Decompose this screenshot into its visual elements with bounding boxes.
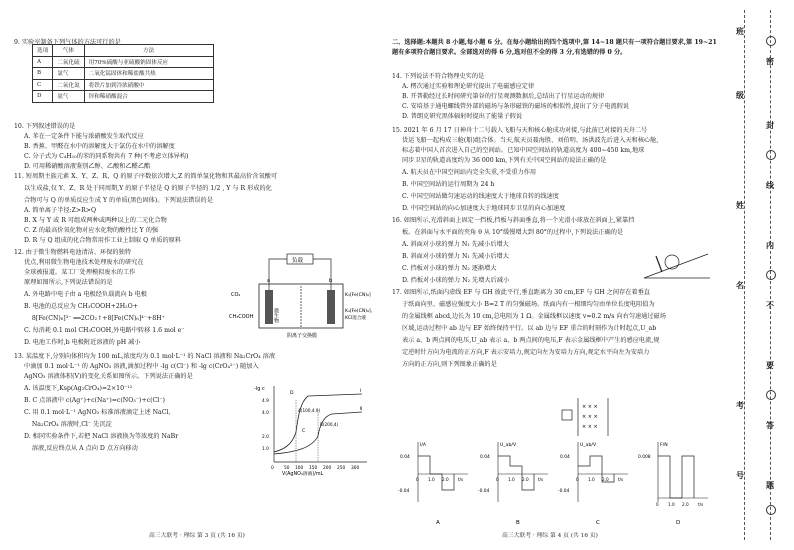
table-cell: 氯气 bbox=[53, 68, 84, 80]
svg-text:U_ab/V: U_ab/V bbox=[580, 443, 597, 448]
table-cell: 二氧化硫 bbox=[53, 56, 84, 68]
svg-text:0: 0 bbox=[271, 466, 274, 471]
seal-label: 名 bbox=[736, 280, 744, 290]
svg-text:0.04: 0.04 bbox=[400, 455, 410, 460]
svg-text:150: 150 bbox=[309, 466, 318, 471]
q13-line: 13. 某温度下,分别向体积均为 100 mL,浓度均为 0.1 mol·L⁻¹ 的 NaCl 溶液和 Na₂CrO₄ 溶液 bbox=[14, 353, 276, 360]
q15-option: A. 航天员在中国空间站内完全失重,不受重力作用 bbox=[402, 169, 537, 176]
q16-option: B. 斜面对小球的弹力 N₁ 先减小后增大 bbox=[402, 253, 509, 260]
table-cell: 将铁片加到冷浓硝酸中 bbox=[84, 79, 213, 91]
svg-text:0: 0 bbox=[416, 477, 419, 482]
seal-label: 班 bbox=[736, 26, 744, 36]
svg-text:B(200,4): B(200,4) bbox=[320, 422, 339, 427]
seal-label: 密 bbox=[766, 56, 774, 66]
svg-text:× × ×: × × × bbox=[582, 424, 598, 430]
q14-stem: 14. 下列说法不符合物理史实的是 bbox=[392, 73, 485, 80]
magnetic-field-diagram bbox=[560, 396, 620, 438]
q17-line: 区域,运动过程中 ab 边与 EF 始终保持平行。以 ab 边与 EF 重合的时刻作为计时起点,U_ab bbox=[402, 325, 657, 332]
table-cell: 用70%硫酸与亚硫酸钠固体反应 bbox=[84, 56, 213, 68]
table-header: 选项 bbox=[33, 45, 53, 57]
svg-text:C: C bbox=[596, 520, 600, 526]
q17-line: 的金属线框 abcd,边长为 10 cm,总电阻为 1 Ω。金属线框以速度 v=0.2 m/s 向右匀速通过磁场 bbox=[402, 313, 666, 320]
svg-text:-0.04: -0.04 bbox=[558, 489, 570, 494]
svg-text:0: 0 bbox=[656, 502, 659, 507]
svg-text:2.0: 2.0 bbox=[442, 477, 449, 482]
q15-option: D. 中国空间站的向心加速度大于地球同步卫星的向心加速度 bbox=[402, 205, 566, 212]
page-footer: 高三大联考 · 理综 第 4 页 (共 16 页) bbox=[502, 533, 598, 539]
q13-option: D. 相同实验条件下,若把 NaCl 溶液换为等浓度的 NaBr bbox=[24, 433, 179, 440]
svg-text:A(100,4.9): A(100,4.9) bbox=[298, 408, 321, 413]
q13-option: 溶液,反应终点从 A 点向 D 点方向移动 bbox=[24, 445, 138, 452]
q11-line: 以生成盐,仅 Y、Z、R 处于同周期,Y 的原子半径是 Q 的原子半径的 1/2 , Y 与 R 形成的化 bbox=[24, 185, 272, 192]
q12-option: 8[Fe(CN)₆]³⁻ ══2CO₂↑+8[Fe(CN)₆]⁴⁻+8H⁺ bbox=[24, 315, 165, 322]
svg-text:D: D bbox=[676, 520, 681, 526]
q13-line: 中滴加 0.1 mol·L⁻¹ 的 AgNO₃ 溶液,滴加过程中 -lg c(Cl⁻) 和 -lg c(CrO₄²⁻) 随加入 bbox=[24, 363, 259, 370]
q10-option: A. 苯在一定条件下能与浓硝酸发生取代反应 bbox=[24, 133, 144, 140]
svg-text:D: D bbox=[290, 391, 294, 396]
svg-text:-0.04: -0.04 bbox=[398, 489, 410, 494]
q10-option: D. 可用稀硝酸溶液鉴别乙醇、乙酸和乙醛乙酯 bbox=[24, 163, 151, 170]
svg-text:1.0: 1.0 bbox=[428, 477, 435, 482]
q11-stem: 11. 短周期主族元素 X、Y、Z、R、Q 的原子序数依次增大,Z 的简单氢化物和其最高价含氧酸可 bbox=[14, 173, 278, 180]
svg-text:300: 300 bbox=[351, 466, 360, 471]
svg-text:4.0: 4.0 bbox=[262, 411, 269, 416]
table-header: 方法 bbox=[84, 45, 213, 57]
svg-text:CO₂: CO₂ bbox=[231, 292, 241, 298]
page-footer: 高三大联考 · 理综 第 3 页 (共 16 页) bbox=[149, 533, 245, 539]
svg-text:× × ×: × × × bbox=[582, 414, 598, 420]
q15-line: 标志着中国人首次进入自己的空间站。已知中国空间站的轨道高度为 400~450 km,地球 bbox=[402, 147, 645, 154]
q12-line: 优点,利用微生物电池技术处理废水的研究在 bbox=[24, 259, 144, 266]
q17-line: 表示 a、b 两点间的电压,U_ab 表示 a、b 两点间的电压,F 表示金属线框中产生的感应电流,规 bbox=[402, 337, 660, 344]
q11-option: B. X 与 Y 或 R 可组成两种或两种以上的二元化合物 bbox=[24, 217, 167, 224]
svg-text:× × ×: × × × bbox=[582, 404, 598, 410]
q11-option: A. 简单离子半径:Z>R>Q bbox=[24, 207, 97, 214]
q11-option: D. R 与 Q 组成的化合物常用作工业上制取 Q 单质的原料 bbox=[24, 237, 182, 244]
q17-line: 方向的正方向,则下列图象正确的是 bbox=[402, 361, 497, 368]
svg-text:F/N: F/N bbox=[660, 443, 668, 448]
q13-option: B. C 点溶液中 c(Ag⁺)+c(Na⁺)=c(NO₃⁻)+c(Cl⁻) bbox=[24, 397, 165, 404]
svg-text:Ⅰ: Ⅰ bbox=[360, 389, 362, 394]
table-cell: 锌和稀硝酸混合 bbox=[84, 91, 213, 103]
svg-text:-0.04: -0.04 bbox=[478, 489, 490, 494]
svg-text:0.04: 0.04 bbox=[560, 455, 570, 460]
q16-line: 板。在斜面与水平面的夹角 θ 从 10°缓慢增大到 80°的过程中,下列说法正确的是 bbox=[402, 229, 624, 236]
q9-stem: 9. 实验室制备下列气体的方法可行的是 bbox=[14, 39, 121, 46]
q17-graphs bbox=[398, 438, 718, 530]
q10-option: C. 分子式为 C₄H₁₀的苯的同系物共有 7 种(不考虑立体异构) bbox=[24, 153, 189, 160]
fuel-cell-diagram bbox=[229, 252, 379, 340]
svg-text:0: 0 bbox=[576, 477, 579, 482]
svg-text:200: 200 bbox=[323, 466, 332, 471]
svg-text:KCl混合液: KCl混合液 bbox=[345, 316, 367, 321]
svg-text:100: 100 bbox=[295, 466, 304, 471]
titration-chart bbox=[252, 382, 372, 477]
q17-line: 定逆时针方向为电流的正方向,F 表示安培力,规定向左为安培力方向,观定水平向左为安培力 bbox=[402, 349, 650, 356]
q12-line: 原理如图所示,下列说法错误的是 bbox=[24, 279, 113, 286]
svg-text:B: B bbox=[516, 520, 520, 526]
right-page bbox=[392, 0, 722, 550]
svg-text:0.04: 0.04 bbox=[480, 455, 490, 460]
svg-text:0.008: 0.008 bbox=[638, 455, 651, 460]
table-cell: 氨气 bbox=[53, 91, 84, 103]
q12-option: A. 外电路中电子由 a 电极经负载流向 b 电极 bbox=[24, 291, 147, 298]
q13-option: C. 用 0.1 mol·L⁻¹ AgNO₃ 标准溶液滴定上述 NaCl、 bbox=[24, 409, 175, 416]
q15-line: 同步卫星的轨道高度约为 36 000 km,下列有关中国空间站的说法正确的是 bbox=[402, 157, 607, 164]
seal-label: 姓 bbox=[736, 200, 744, 210]
svg-text:阴离子交换膜: 阴离子交换膜 bbox=[287, 333, 318, 339]
q11-option: C. Z 的最高价氧化物对应水化物的酸性比 Y 的强 bbox=[24, 227, 159, 234]
svg-text:U_ab/V: U_ab/V bbox=[500, 443, 517, 448]
table-cell: A bbox=[33, 56, 53, 68]
seal-circle bbox=[766, 390, 776, 400]
svg-text:K₄[Fe(CN)₆]、: K₄[Fe(CN)₆]、 bbox=[345, 309, 376, 314]
table-cell: 二氧化锰固体和稀盐酸共热 bbox=[84, 68, 213, 80]
table-cell: C bbox=[33, 79, 53, 91]
seal-circle bbox=[766, 505, 776, 515]
svg-text:V(AgNO₃溶液)/mL: V(AgNO₃溶液)/mL bbox=[282, 472, 324, 477]
svg-text:1.0: 1.0 bbox=[668, 502, 675, 507]
q17-line: 17. 如图所示,纸面内虚线 EF 与 GH 彼此平行,垂直距离为 30 cm,EF 与 GH 之间存在着垂直 bbox=[392, 289, 650, 296]
svg-text:b: b bbox=[329, 278, 333, 284]
q15-option: C. 中国空间站做匀速运动的线速度大于地球自转的线速度 bbox=[402, 193, 559, 200]
seal-label: 线 bbox=[766, 180, 774, 190]
table-cell: 二氧化氮 bbox=[53, 79, 84, 91]
svg-text:t/s: t/s bbox=[458, 477, 464, 482]
svg-text:I/A: I/A bbox=[420, 443, 427, 448]
q14-option: B. 开普勒经过长时间研究第谷的行星观测数据后,总结出了行星运动的规律 bbox=[402, 93, 605, 100]
svg-text:t/s: t/s bbox=[698, 502, 704, 507]
q16-line: 16. 如图所示,光滑斜面上固定一挡板,挡板与斜面垂直,将一个光滑小球放在斜面上,紧靠挡 bbox=[392, 217, 635, 224]
q10-option: B. 香蕉、甲醛在水中的溶解度大于氯仿在水中的溶解度 bbox=[24, 143, 175, 150]
seal-label: 号 bbox=[736, 470, 744, 480]
seal-label: 考 bbox=[736, 400, 744, 410]
svg-text:250: 250 bbox=[337, 466, 346, 471]
seal-circle bbox=[766, 36, 776, 46]
table-header: 气体 bbox=[53, 45, 84, 57]
q11-line: 合物可与 Q 的单质反应生成 Y 的单质(黑色固体)。下列说法错误的是 bbox=[24, 197, 213, 204]
table-cell: D bbox=[33, 91, 53, 103]
incline-diagram bbox=[642, 242, 712, 282]
seal-label: 级 bbox=[736, 90, 744, 100]
svg-text:2.0: 2.0 bbox=[522, 477, 529, 482]
seal-circle bbox=[766, 270, 776, 280]
svg-text:0: 0 bbox=[496, 477, 499, 482]
svg-text:1.0: 1.0 bbox=[588, 477, 595, 482]
q16-option: A. 斜面对小球的弹力 N₁ 先减小后增大 bbox=[402, 241, 509, 248]
q16-option: C. 挡板对小球的弹力 N₂ 逐渐增大 bbox=[402, 265, 497, 272]
q13-option: A. 该温度下,Ksp(Ag₂CrO₄)=2×10⁻¹² bbox=[24, 385, 133, 392]
q14-option: A. 楞次通过实验和理论研究提出了电磁感应定律 bbox=[402, 83, 535, 90]
svg-text:CH₃COOH: CH₃COOH bbox=[229, 314, 254, 320]
svg-text:t/s: t/s bbox=[618, 477, 624, 482]
seal-strip bbox=[726, 0, 794, 550]
svg-text:2.0: 2.0 bbox=[262, 435, 269, 440]
q16-option: D. 挡板对小球的弹力 N₂ 先增大后减小 bbox=[402, 277, 510, 284]
q9-table bbox=[32, 44, 214, 103]
q12-line: 12. 由于微生物燃料电池清洁、环保的独特 bbox=[14, 249, 131, 256]
q10-stem: 10. 下列叙述错误的是 bbox=[14, 123, 76, 130]
svg-text:50: 50 bbox=[284, 466, 290, 471]
svg-text:A: A bbox=[436, 520, 440, 526]
q15-line: 15. 2021 年 6 月 17 日神舟十二号载人飞船与天和核心舱成功对接,与此前已对接的天舟二号 bbox=[392, 127, 648, 134]
seal-label: 答 bbox=[766, 420, 774, 430]
svg-text:1.0: 1.0 bbox=[508, 477, 515, 482]
svg-text:2.0: 2.0 bbox=[682, 502, 689, 507]
q14-option: C. 安培基于通电螺线管外部的磁场与条形磁铁的磁场的相似性,提出了分子电流假说 bbox=[402, 103, 629, 110]
svg-text:-lg c: -lg c bbox=[254, 386, 265, 392]
seal-label: 内 bbox=[766, 240, 774, 250]
q13-option: Na₂CrO₄ 溶液时,Cl⁻ 先沉淀 bbox=[24, 421, 112, 428]
left-page bbox=[14, 0, 384, 550]
svg-text:微生物: 微生物 bbox=[273, 308, 279, 323]
seal-label: 封 bbox=[766, 120, 774, 130]
table-cell: B bbox=[33, 68, 53, 80]
svg-text:t/s: t/s bbox=[538, 477, 544, 482]
svg-text:C: C bbox=[302, 429, 306, 434]
svg-text:a: a bbox=[267, 278, 271, 284]
q13-line: AgNO₃ 溶液体积(V)的变化关系如图所示。下列说法正确的是 bbox=[24, 373, 193, 380]
q12-option: B. 电池的总反应为 CH₃COOH+2H₂O+ bbox=[24, 303, 138, 310]
svg-text:2.0: 2.0 bbox=[602, 477, 609, 482]
seal-circle bbox=[766, 150, 776, 160]
q12-option: D. 电池工作时,b 电极附近溶液的 pH 减小 bbox=[24, 339, 141, 346]
svg-text:K₃[Fe(CN)₆]: K₃[Fe(CN)₆] bbox=[345, 293, 371, 298]
seal-label: 要 bbox=[766, 360, 774, 370]
q17-line: 于纸面向里、磁感应强度大小 B=2 T 的匀强磁场。纸面内有一根细均匀由单位长度电阻值为 bbox=[402, 301, 655, 308]
svg-text:4.9: 4.9 bbox=[262, 399, 269, 404]
svg-text:负载: 负载 bbox=[292, 258, 304, 264]
q12-line: 全球被报道。某工厂处理模拟废水的工作 bbox=[24, 269, 136, 276]
section-heading: 二、选择题:本题共 8 小题,每小题 6 分。在每小题给出的四个选项中,第 14~18 题只有一项符合题目要求,第 19~21 题有多项符合题目要求。全部选对的得 6 分,选对但不全的得 3 分,有选错的得 0 分。 bbox=[392, 39, 717, 56]
seal-label: 题 bbox=[766, 480, 774, 490]
q14-option: D. 普朗克研究黑体辐射时提出了能量子假说 bbox=[402, 113, 523, 120]
seal-label: 不 bbox=[766, 300, 774, 310]
svg-text:1.0: 1.0 bbox=[262, 447, 269, 452]
q15-line: 货运飞船一起构成三舱(船)组合体。当天,航天员聂海胜、刘伯明、汤洪波先后进入天和核心舱, bbox=[402, 137, 659, 144]
svg-text:Ⅱ: Ⅱ bbox=[360, 407, 363, 412]
q12-option: C. 每消耗 0.1 mol CH₃COOH,外电路中转移 1.6 mol e⁻ bbox=[24, 327, 185, 334]
q15-option: B. 中国空间站的运行周期为 24 h bbox=[402, 181, 495, 188]
